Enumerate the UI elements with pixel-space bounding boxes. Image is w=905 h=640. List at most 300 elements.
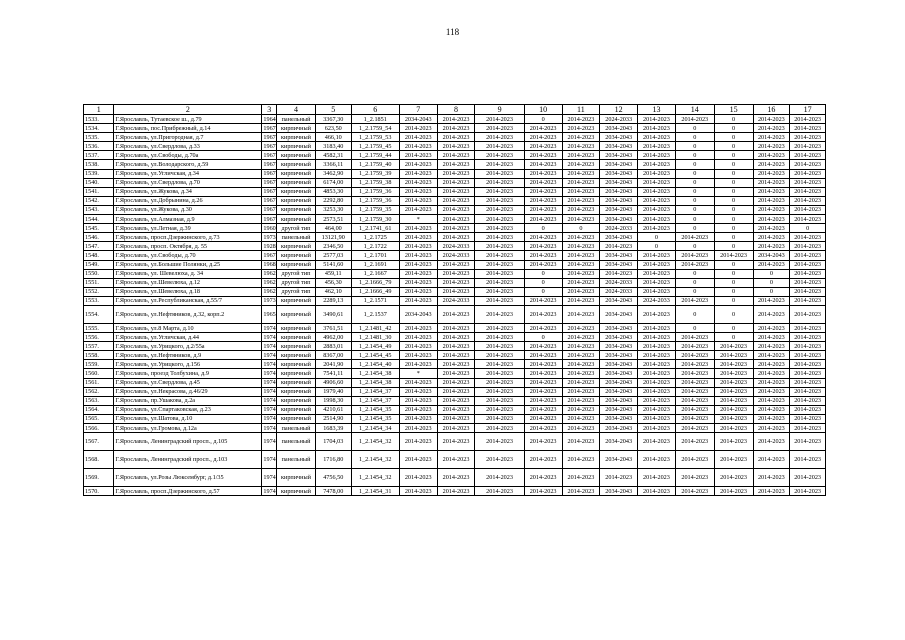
table-cell: 2014-2023 — [399, 142, 437, 151]
table-cell: 1_2.1481_30 — [351, 333, 399, 342]
table-cell: 2014-2023 — [475, 187, 524, 196]
column-header: 5 — [315, 105, 351, 115]
table-row — [84, 224, 826, 233]
table-cell: 2014-2023 — [562, 178, 600, 187]
table-cell: 2014-2023 — [562, 115, 600, 124]
table-cell: 2014-2023 — [714, 351, 753, 360]
table-row — [84, 369, 826, 378]
table-cell: 1_2.1759_54 — [351, 124, 399, 133]
table-cell: 1570. — [84, 487, 114, 496]
table-cell: 2014-2023 — [790, 378, 826, 387]
table-row — [84, 305, 826, 323]
table-cell: 1967 — [263, 124, 276, 132]
table-cell: 2014-2023 — [790, 196, 826, 205]
table-cell: 3462,90 — [315, 169, 351, 178]
table-cell: 2014-2023 — [714, 405, 753, 414]
table-cell: 2014-2023 — [524, 296, 562, 305]
table-cell: 2014-2023 — [638, 124, 676, 133]
table-cell: 2014-2023 — [524, 215, 562, 224]
table-cell: 2014-2023 — [714, 251, 753, 260]
table-cell: 0 — [714, 333, 753, 342]
table-cell: 1547. — [84, 242, 114, 251]
table-cell: Г.Ярославль, ул.Нефтяников, д.9 — [114, 351, 262, 360]
table-cell: 2034-2043 — [600, 369, 638, 378]
table-row — [84, 451, 826, 469]
table-cell: Г.Ярославль, ул.Большие Полянки, д.25 — [114, 260, 262, 269]
table-cell: 2024-2033 — [437, 251, 475, 260]
table-cell: 2014-2023 — [475, 169, 524, 178]
table-cell: 2014-2023 — [475, 205, 524, 214]
table-cell: 1974 — [263, 388, 276, 396]
table-cell: 2034-2043 — [600, 133, 638, 142]
table-cell: 2034-2043 — [600, 142, 638, 151]
table-cell: 2014-2023 — [790, 414, 826, 423]
table-cell: другой тип — [277, 224, 316, 233]
table-cell: 2014-2023 — [399, 124, 437, 133]
table-cell: 2014-2023 — [475, 133, 524, 142]
table-cell: 0 — [714, 205, 753, 214]
table-cell: 2014-2023 — [524, 323, 562, 332]
table-cell: 2014-2023 — [562, 424, 600, 433]
table-cell: 2014-2023 — [638, 424, 676, 433]
table-cell: панельный — [277, 233, 316, 242]
table-cell: 2014-2023 — [475, 160, 524, 169]
table-cell: 2014-2023 — [638, 133, 676, 142]
table-cell: 2014-2023 — [753, 160, 790, 169]
table-cell: 2014-2023 — [437, 342, 475, 351]
table-cell: 2014-2023 — [638, 215, 676, 224]
table-cell: * — [399, 369, 437, 378]
table-cell: 2014-2023 — [562, 169, 600, 178]
table-cell: 0 — [675, 205, 714, 214]
table-cell: 0 — [714, 151, 753, 160]
table-cell: 2292,80 — [315, 196, 351, 205]
table-cell: 1_2.1454_31 — [351, 487, 399, 496]
table-cell: 2014-2023 — [753, 487, 790, 496]
table-cell: 2014-2023 — [562, 287, 600, 296]
table-cell: 2014-2023 — [790, 351, 826, 360]
table-cell: 2014-2023 — [753, 433, 790, 451]
column-header: 2 — [114, 105, 262, 115]
table-cell: 2014-2023 — [790, 451, 826, 469]
table-cell: 0 — [675, 196, 714, 205]
table-cell: 4906,60 — [315, 378, 351, 387]
table-row — [84, 242, 826, 251]
table-cell: 0 — [675, 269, 714, 278]
table-row — [84, 333, 826, 342]
table-cell: 2014-2023 — [475, 215, 524, 224]
table-cell: 2014-2023 — [399, 333, 437, 342]
table-cell: 0 — [714, 133, 753, 142]
table-row — [84, 424, 826, 433]
table-cell: 2014-2023 — [562, 323, 600, 332]
table-cell: 2014-2023 — [790, 323, 826, 332]
table-cell: 2024-2033 — [638, 296, 676, 305]
table-cell: 1964 — [263, 115, 276, 123]
table-cell: 0 — [524, 333, 562, 342]
table-cell: 1544. — [84, 215, 114, 224]
table-cell: 2014-2023 — [675, 487, 714, 496]
table-cell: 2014-2023 — [524, 369, 562, 378]
table-cell: 2014-2023 — [638, 260, 676, 269]
table-cell: 2014-2023 — [675, 115, 714, 124]
table-cell: 0 — [714, 160, 753, 169]
table-cell: 2014-2023 — [675, 369, 714, 378]
table-cell: 2014-2023 — [475, 142, 524, 151]
column-header: 16 — [753, 105, 790, 115]
table-cell: кирпичный — [277, 142, 316, 151]
table-cell: 2014-2023 — [437, 151, 475, 160]
table-cell: 2014-2023 — [475, 196, 524, 205]
table-cell: 2014-2023 — [638, 333, 676, 342]
table-cell: 1716,80 — [315, 451, 351, 469]
table-cell: 1562. — [84, 387, 114, 396]
table-cell: 2014-2023 — [562, 351, 600, 360]
table-cell: 2014-2023 — [437, 133, 475, 142]
table-cell: 2014-2023 — [475, 396, 524, 405]
table-cell: 1_2.1701 — [351, 251, 399, 260]
table-cell: Г.Ярославль, ул.Алмазная, д.9 — [114, 215, 262, 224]
table-cell: 13121,90 — [315, 233, 351, 242]
table-cell: Г.Ярославль, Тутаевское ш., д.79 — [114, 115, 262, 124]
table-cell: 2014-2023 — [638, 360, 676, 369]
table-cell: 2014-2023 — [475, 151, 524, 160]
table-cell: 2014-2023 — [675, 469, 714, 487]
table-cell: 1967 — [263, 179, 276, 187]
table-cell: Г.Ярославль, ул.8 Марта, д.10 — [114, 323, 262, 332]
table-cell: 0 — [714, 242, 753, 251]
table-cell: 2014-2023 — [638, 469, 676, 487]
table-cell: 2014-2023 — [399, 378, 437, 387]
table-cell: 0 — [638, 242, 676, 251]
table-cell: 2883,01 — [315, 342, 351, 351]
table-cell: 2014-2023 — [475, 369, 524, 378]
table-cell: 2014-2023 — [790, 387, 826, 396]
table-cell: 2014-2023 — [437, 187, 475, 196]
table-cell: 2014-2023 — [562, 187, 600, 196]
table-cell: 1967 — [263, 151, 276, 159]
table-cell: 1974 — [263, 487, 276, 495]
table-cell: 2014-2023 — [399, 405, 437, 414]
table-cell: 2014-2023 — [475, 115, 524, 124]
table-cell: 2014-2023 — [562, 233, 600, 242]
table-cell: 2014-2023 — [675, 251, 714, 260]
table-cell: 2024-2033 — [600, 278, 638, 287]
table-cell: Г.Ярославль, ул.Жукова, д.30 — [114, 205, 262, 214]
table-row — [84, 405, 826, 414]
table-cell: кирпичный — [277, 360, 316, 369]
table-cell: 1974 — [262, 451, 277, 469]
table-cell: 2014-2023 — [562, 205, 600, 214]
table-cell: 2014-2023 — [753, 215, 790, 224]
table-cell: 0 — [675, 215, 714, 224]
table-cell: 5141,60 — [315, 260, 351, 269]
table-cell: 2014-2023 — [753, 124, 790, 133]
table-cell: 2014-2023 — [399, 342, 437, 351]
table-cell: 1704,03 — [315, 433, 351, 451]
table-cell: 1557. — [84, 342, 114, 351]
table-cell: 1553. — [84, 296, 114, 305]
table-cell: 1973 — [263, 233, 276, 241]
table-cell: 2014-2023 — [437, 160, 475, 169]
table-cell: 2014-2023 — [437, 424, 475, 433]
table-cell: 2014-2023 — [437, 115, 475, 124]
table-cell: кирпичный — [277, 215, 316, 224]
table-cell: 2014-2023 — [475, 360, 524, 369]
table-cell: 1974 — [262, 469, 277, 487]
table-row — [84, 196, 826, 205]
table-cell: 1552. — [84, 287, 114, 296]
table-cell: 1_2.1454_37 — [351, 387, 399, 396]
table-cell: 2014-2023 — [437, 287, 475, 296]
table-cell: 2014-2023 — [475, 296, 524, 305]
table-cell: 1683,39 — [315, 424, 351, 433]
table-cell: 1974 — [263, 424, 276, 432]
table-cell: 2014-2023 — [562, 396, 600, 405]
table-cell: 2014-2023 — [753, 169, 790, 178]
table-cell: 1967 — [263, 206, 276, 214]
table-cell: 2014-2023 — [638, 351, 676, 360]
table-cell: 0 — [675, 124, 714, 133]
table-cell: 2014-2023 — [399, 469, 437, 487]
column-header: 14 — [675, 105, 714, 115]
table-cell: 2014-2023 — [600, 269, 638, 278]
table-cell: 2014-2023 — [675, 433, 714, 451]
table-cell: Г.Ярославль, просп. Октября, д. 55 — [114, 242, 262, 251]
table-cell: 1974 — [263, 360, 276, 368]
table-cell: 2014-2023 — [562, 296, 600, 305]
column-header: 4 — [277, 105, 316, 115]
table-cell: Г.Ярославль, ул.Володарского, д.59 — [114, 160, 262, 169]
table-cell: 1974 — [262, 433, 277, 451]
table-cell: 0 — [714, 305, 753, 323]
table-cell: 1962 — [263, 270, 276, 278]
table-cell: 2014-2023 — [475, 224, 524, 233]
table-cell: 0 — [675, 160, 714, 169]
table-row — [84, 387, 826, 396]
table-cell: 2014-2023 — [437, 323, 475, 332]
table-cell: 2014-2023 — [562, 387, 600, 396]
table-cell: 2014-2023 — [437, 233, 475, 242]
table-row — [84, 160, 826, 169]
table-cell: Г.Ярославль, ул.Громова, д.12а — [114, 424, 262, 433]
table-cell: 2014-2023 — [437, 260, 475, 269]
table-cell: 0 — [675, 178, 714, 187]
table-cell: 4962,00 — [315, 333, 351, 342]
table-cell: 4853,30 — [315, 187, 351, 196]
table-row — [84, 269, 826, 278]
table-cell: 3366,11 — [315, 160, 351, 169]
table-cell: 2014-2023 — [714, 414, 753, 423]
table-cell: 1_2.1759_38 — [351, 178, 399, 187]
table-cell: 2014-2023 — [790, 215, 826, 224]
table-cell: 2014-2023 — [790, 187, 826, 196]
table-cell: 2014-2023 — [675, 405, 714, 414]
table-cell: 2014-2023 — [675, 351, 714, 360]
table-cell: 2014-2023 — [753, 378, 790, 387]
table-cell: 2014-2023 — [399, 433, 437, 451]
table-cell: 2014-2023 — [399, 178, 437, 187]
table-cell: 2014-2023 — [753, 260, 790, 269]
table-cell: 2014-2023 — [524, 387, 562, 396]
table-cell: Г.Ярославль, ул.Угличская, д.44 — [114, 333, 262, 342]
table-cell: 2014-2023 — [714, 433, 753, 451]
table-cell: 2014-2023 — [714, 469, 753, 487]
table-cell: Г.Ярославль, ул.Урицкого, д.156 — [114, 360, 262, 369]
table-cell: 1967 — [263, 142, 276, 150]
table-cell: 2014-2023 — [714, 378, 753, 387]
table-cell: панельный — [277, 433, 316, 451]
table-cell: 1551. — [84, 278, 114, 287]
table-cell: 2014-2023 — [562, 342, 600, 351]
table-cell: Г.Ярославль, ул. Шевелюха, д. 34 — [114, 269, 262, 278]
table-cell: 4582,31 — [315, 151, 351, 160]
table-cell: 1_2.1759_36 — [351, 187, 399, 196]
table-row — [84, 115, 826, 124]
table-cell: кирпичный — [277, 133, 316, 142]
table-row — [84, 215, 826, 224]
table-cell: 2014-2023 — [524, 360, 562, 369]
table-cell: 1974 — [263, 369, 276, 377]
table-cell: 0 — [675, 224, 714, 233]
table-cell: 0 — [714, 224, 753, 233]
table-cell: Г.Ярославль, ул.Шатова, д.10 — [114, 414, 262, 423]
table-cell: 6174,00 — [315, 178, 351, 187]
table-cell: 2014-2023 — [790, 205, 826, 214]
table-cell: 2014-2023 — [753, 369, 790, 378]
table-cell: 2014-2023 — [437, 451, 475, 469]
table-cell: 2014-2023 — [399, 269, 437, 278]
table-cell: 1546. — [84, 233, 114, 242]
table-row — [84, 414, 826, 423]
table-cell: 2014-2023 — [638, 487, 676, 496]
table-cell: 0 — [714, 215, 753, 224]
table-cell: 0 — [524, 278, 562, 287]
table-cell: 1543. — [84, 205, 114, 214]
table-cell: 1548. — [84, 251, 114, 260]
housing-table — [83, 104, 826, 496]
table-cell: 2014-2023 — [753, 414, 790, 423]
table-cell: 2014-2023 — [562, 260, 600, 269]
table-cell: 2014-2023 — [399, 451, 437, 469]
table-cell: 2014-2023 — [753, 387, 790, 396]
table-cell: 2014-2023 — [638, 323, 676, 332]
table-cell: 464,00 — [315, 224, 351, 233]
table-cell: 0 — [675, 278, 714, 287]
table-cell: 2014-2023 — [790, 242, 826, 251]
table-cell: 2014-2023 — [675, 414, 714, 423]
table-cell: кирпичный — [277, 187, 316, 196]
table-cell: 1967 — [263, 133, 276, 141]
table-cell: Г.Ярославль, ул.Летная, д.39 — [114, 224, 262, 233]
table-cell: Г.Ярославль, пр.Ушакова, д.2а — [114, 396, 262, 405]
table-cell: 2034-2043 — [600, 405, 638, 414]
table-cell: 2014-2023 — [399, 396, 437, 405]
table-cell: 1974 — [263, 324, 276, 332]
table-cell: 2024-2033 — [437, 242, 475, 251]
table-cell: 2014-2023 — [790, 151, 826, 160]
table-row — [84, 287, 826, 296]
table-cell: 2024-2033 — [600, 224, 638, 233]
table-cell: 0 — [714, 178, 753, 187]
table-cell: 2014-2023 — [524, 169, 562, 178]
table-row — [84, 251, 826, 260]
table-cell: 1568. — [84, 451, 114, 469]
table-cell: Г.Ярославль, ул.Свободы, д.70 — [114, 251, 262, 260]
table-cell: * — [399, 215, 437, 224]
table-cell: 0 — [638, 233, 676, 242]
column-header: 6 — [351, 105, 399, 115]
table-cell: 2034-2043 — [600, 333, 638, 342]
table-cell: 2014-2023 — [790, 305, 826, 323]
table-cell: 2014-2023 — [475, 351, 524, 360]
table-cell: 2014-2023 — [753, 242, 790, 251]
table-cell: 0 — [675, 133, 714, 142]
table-cell: 1563. — [84, 396, 114, 405]
table-cell: 2014-2023 — [638, 178, 676, 187]
table-cell: 2014-2023 — [638, 278, 676, 287]
table-cell: 2014-2023 — [399, 133, 437, 142]
table-cell: 1_2.1454_34 — [351, 424, 399, 433]
table-cell: 2034-2043 — [600, 342, 638, 351]
table-cell: кирпичный — [277, 369, 316, 378]
table-row — [84, 169, 826, 178]
table-cell: другой тип — [277, 278, 316, 287]
table-cell: 1_2.1759_39 — [351, 169, 399, 178]
table-cell: 2014-2023 — [562, 269, 600, 278]
table-cell: 1_2.1667 — [351, 269, 399, 278]
table-cell: 2014-2023 — [790, 405, 826, 414]
table-cell: 2014-2023 — [638, 433, 676, 451]
table-row — [84, 124, 826, 133]
table-cell: 1560. — [84, 369, 114, 378]
table-cell: 0 — [714, 115, 753, 124]
table-cell: 2014-2023 — [714, 342, 753, 351]
table-cell: 2014-2023 — [524, 142, 562, 151]
table-cell: 2014-2023 — [399, 169, 437, 178]
table-cell: 2014-2023 — [562, 433, 600, 451]
table-cell: 0 — [714, 196, 753, 205]
table-cell: 2014-2023 — [437, 142, 475, 151]
table-cell: 2014-2023 — [638, 269, 676, 278]
table-cell: 2014-2023 — [790, 369, 826, 378]
table-cell: 2014-2023 — [399, 424, 437, 433]
table-cell: 2024-2033 — [600, 115, 638, 124]
table-cell: 2014-2023 — [638, 342, 676, 351]
table-cell: 1998,30 — [315, 396, 351, 405]
column-header: 17 — [790, 105, 826, 115]
table-cell: кирпичный — [277, 487, 316, 496]
table-cell: кирпичный — [277, 124, 316, 133]
table-cell: 2041,90 — [315, 360, 351, 369]
table-cell: 2014-2023 — [475, 424, 524, 433]
table-cell: 2034-2043 — [600, 487, 638, 496]
table-cell: 1967 — [263, 188, 276, 196]
table-cell: 2034-2043 — [600, 151, 638, 160]
table-cell: кирпичный — [277, 387, 316, 396]
table-cell: 1_2.1759_53 — [351, 133, 399, 142]
table-cell: 2014-2023 — [638, 369, 676, 378]
table-cell: 2014-2023 — [524, 196, 562, 205]
table-cell: 2014-2023 — [524, 405, 562, 414]
table-cell: 2014-2023 — [437, 469, 475, 487]
table-cell: 2014-2023 — [638, 396, 676, 405]
table-cell: 2014-2023 — [562, 305, 600, 323]
table-cell: 1550. — [84, 269, 114, 278]
table-cell: 2034-2043 — [399, 305, 437, 323]
table-cell: 0 — [675, 187, 714, 196]
column-header: 8 — [437, 105, 475, 115]
